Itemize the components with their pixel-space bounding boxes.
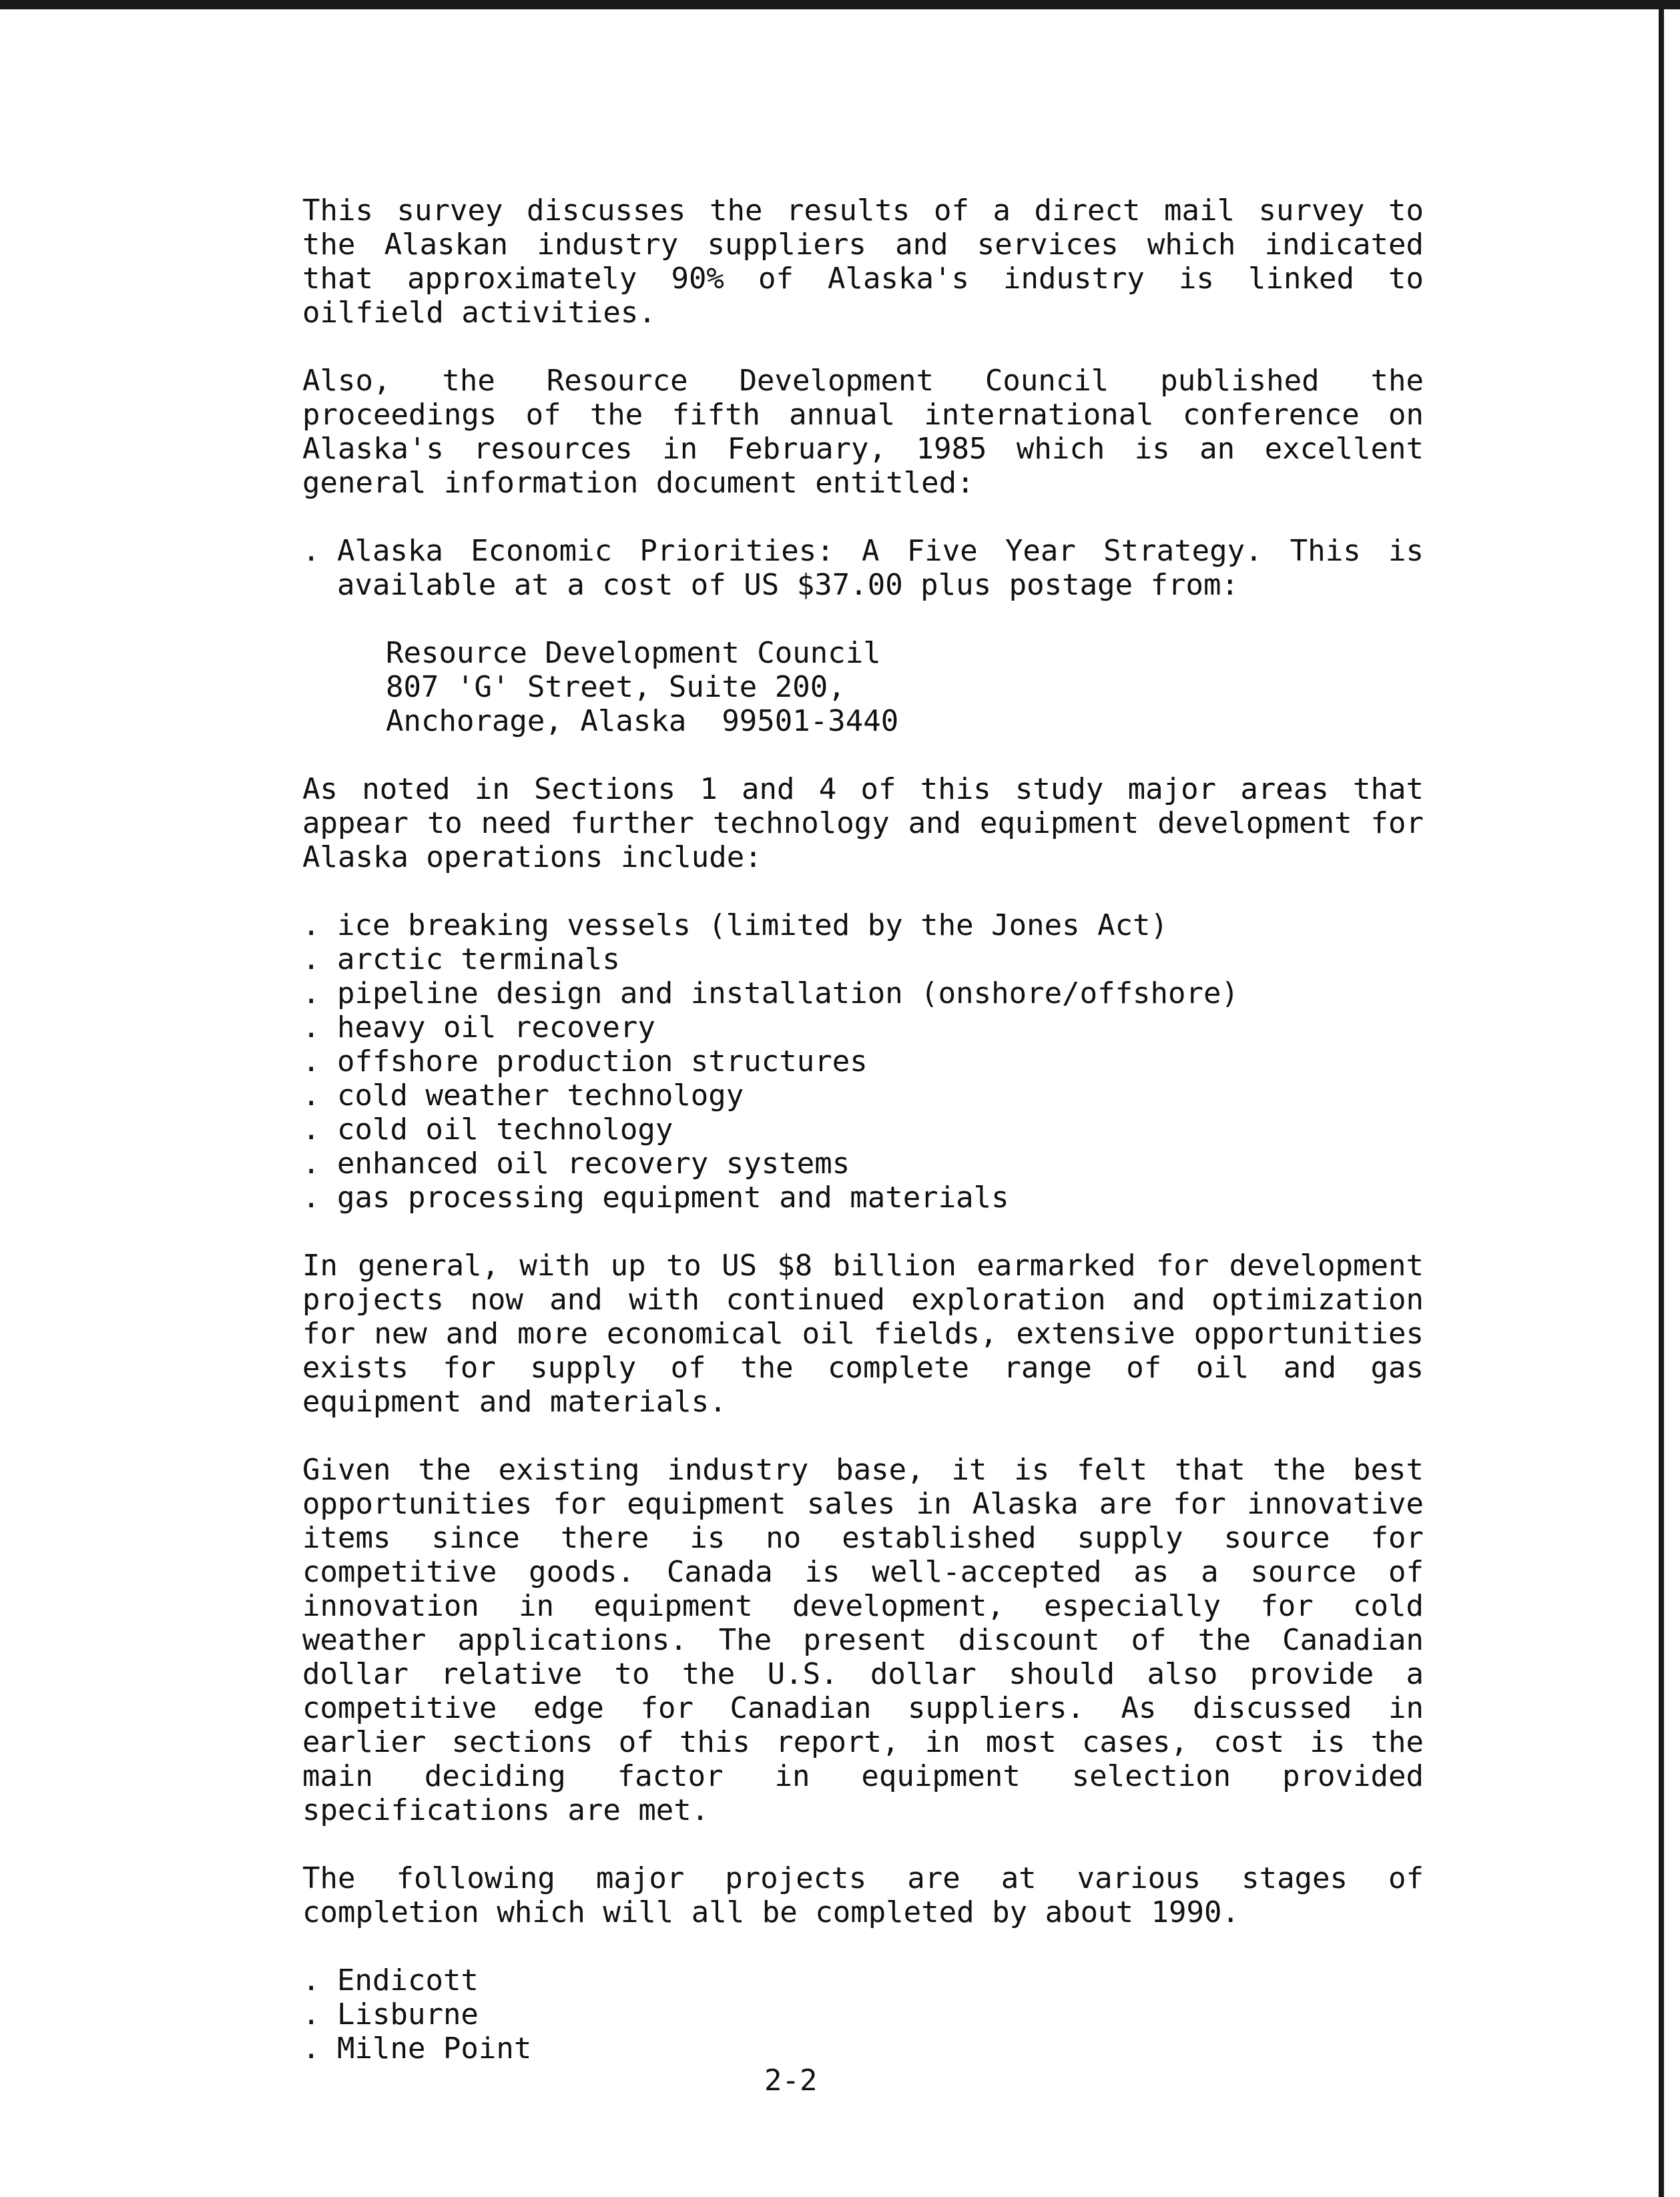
list-item-text: Endicott <box>337 1963 479 1997</box>
bullet-marker: . <box>302 1078 320 1113</box>
scan-top-edge <box>0 0 1680 9</box>
list-item-text: offshore production structures <box>337 1044 868 1078</box>
address-line-3: Anchorage, Alaska 99501-3440 <box>386 704 899 738</box>
bullet-marker: . <box>302 976 320 1010</box>
list-item-text: cold weather technology <box>337 1078 744 1113</box>
paragraph-resource-council: Also, the Resource Development Council published the proceedings of the fifth annual international conference on Alaska's resources in February, 1985 which is an excellent general information document entitled: <box>302 364 1424 500</box>
scan-right-edge <box>1659 0 1664 2197</box>
address-line-1: Resource Development Council <box>386 636 881 670</box>
list-item <box>302 1181 1424 1215</box>
list-item <box>302 942 1424 976</box>
strategy-item <box>302 534 1424 602</box>
list-item <box>302 908 1424 942</box>
list-item <box>302 1010 1424 1044</box>
list-item-text: arctic terminals <box>337 942 620 976</box>
bullet-marker: . <box>302 1044 320 1078</box>
paragraph-major-projects: The following major projects are at various stages of completion which will all be completed by about 1990. <box>302 1861 1424 1929</box>
list-item-text: heavy oil recovery <box>337 1010 655 1044</box>
list-item-text: ice breaking vessels (limited by the Jones Act) <box>337 908 1169 942</box>
list-item <box>302 1963 1424 1997</box>
list-item <box>302 976 1424 1010</box>
list-item-text: Milne Point <box>337 2031 532 2066</box>
development-areas-list <box>302 908 1424 1215</box>
bullet-marker: . <box>302 942 320 976</box>
paragraph-equipment-sales: Given the existing industry base, it is felt that the best opportunities for equipment sales in Alaska are for innovative items since there is no established supply source for competitive goods. Canada is well-accepted as a source of innovation in equipment development, especially for cold weather applications. The present discount of the Canadian dollar relative to the U.S. dollar should also provide a competitive edge for Canadian suppliers. As discussed in earlier sections of this report, in most cases, cost is the main deciding factor in equipment selection provided specifications are met. <box>302 1453 1424 1827</box>
address-line-2: 807 'G' Street, Suite 200, <box>386 670 846 704</box>
list-item-text: pipeline design and installation (onshore/offshore) <box>337 976 1239 1010</box>
list-item-text: Lisburne <box>337 1997 479 2031</box>
bullet-marker: . <box>302 1181 320 1215</box>
list-item <box>302 1147 1424 1181</box>
paragraph-opportunities: In general, with up to US $8 billion earmarked for development projects now and with continued exploration and optimization for new and more economical oil fields, extensive opportunities exists for supply of the complete range of oil and gas equipment and materials. <box>302 1249 1424 1419</box>
projects-list <box>302 1963 1424 2066</box>
address-block <box>302 636 1424 738</box>
bullet-marker: . <box>302 1147 320 1181</box>
strategy-text: Alaska Economic Priorities: A Five Year Strategy. This is available at a cost of US $37.00 plus postage from: <box>337 534 1424 602</box>
list-item-text: cold oil technology <box>337 1113 673 1147</box>
list-item <box>302 1078 1424 1113</box>
bullet-marker: . <box>302 908 320 942</box>
paragraph-development-areas: As noted in Sections 1 and 4 of this study major areas that appear to need further technology and equipment development for Alaska operations include: <box>302 772 1424 874</box>
list-item <box>302 2031 1424 2066</box>
bullet-marker: . <box>302 534 320 568</box>
paragraph-survey: This survey discusses the results of a direct mail survey to the Alaskan industry suppliers and services which indicated that approximately 90% of Alaska's industry is linked to oilfield activities. <box>302 194 1424 330</box>
bullet-marker: . <box>302 1010 320 1044</box>
page-number: 2-2 <box>764 2064 818 2098</box>
list-item <box>302 1997 1424 2031</box>
list-item-text: gas processing equipment and materials <box>337 1181 1009 1215</box>
bullet-marker: . <box>302 1963 320 1997</box>
bullet-marker: . <box>302 1113 320 1147</box>
list-item-text: enhanced oil recovery systems <box>337 1147 850 1181</box>
bullet-marker: . <box>302 2031 320 2066</box>
list-item <box>302 1044 1424 1078</box>
document-page <box>302 194 1424 2100</box>
bullet-marker: . <box>302 1997 320 2031</box>
list-item <box>302 1113 1424 1147</box>
